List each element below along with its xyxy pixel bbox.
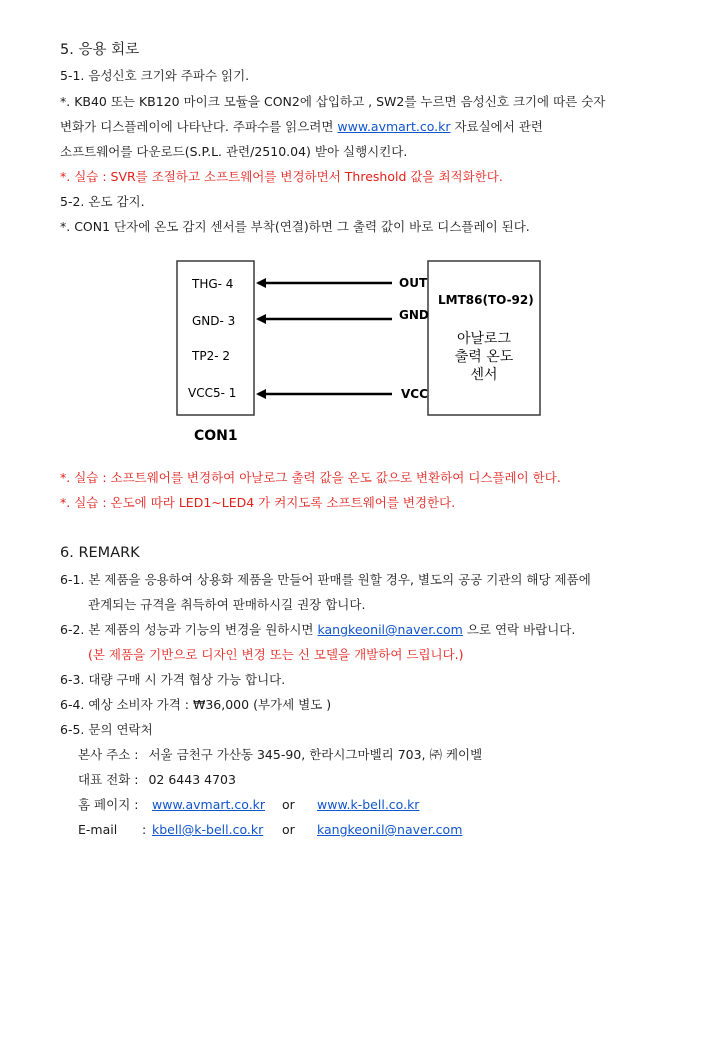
- remark-6-4: 6-4. 예상 소비자 가격 : ₩36,000 (부가세 별도 ): [60, 697, 332, 712]
- remark-6-1-line1: 6-1. 본 제품을 응용하여 상용화 제품을 만들어 판매를 원할 경우, 별도의 공공 기관의 해당 제품에: [60, 572, 591, 587]
- section5-2-title: 5-2. 온도 감지.: [60, 194, 145, 209]
- email-colon: :: [142, 822, 147, 837]
- con-pin-2: TP2- 2: [192, 349, 230, 363]
- con1-label: CON1: [194, 428, 238, 444]
- email-link-kangkeonil-2[interactable]: kangkeonil@naver.com: [317, 822, 463, 837]
- remark-6-2-note: (본 제품을 기반으로 디자인 변경 또는 신 모델을 개발하여 드립니다.): [88, 647, 464, 662]
- contact-phone: [78, 772, 236, 788]
- phone-label: 대표 전화 :: [78, 772, 139, 787]
- practice-note-3: *. 실습 : 온도에 따라 LED1~LED4 가 켜지도록 소프트웨어를 변경한다.: [60, 495, 456, 510]
- sensor-pin-gnd: GND: [399, 308, 429, 322]
- contact-email: [78, 822, 462, 838]
- remark-6-1-line2: 관계되는 규격을 취득하여 판매하시길 권장 합니다.: [88, 597, 366, 612]
- contact-address: [78, 747, 482, 763]
- sensor-desc-line1: 아날로그: [456, 331, 512, 347]
- homepage-link-kbell[interactable]: www.k-bell.co.kr: [317, 797, 420, 812]
- remark-6-5: 6-5. 문의 연락처: [60, 722, 153, 737]
- con-pin-1: VCC5- 1: [188, 386, 237, 400]
- address-label: 본사 주소 :: [78, 747, 139, 762]
- section5-title: 5. 응용 회로: [60, 42, 140, 58]
- sensor-pin-out: OUT: [399, 276, 428, 290]
- sensor-pin-vcc: VCC: [401, 387, 428, 401]
- section6-title: 6. REMARK: [60, 545, 140, 561]
- section5-1-para-line3: 소프트웨어를 다운로드(S.P.L. 관련/2510.04) 받아 실행시킨다.: [60, 144, 408, 159]
- email-link-kbell[interactable]: kbell@k-bell.co.kr: [152, 822, 264, 837]
- sensor-desc-line2: 출력 온도: [454, 349, 514, 365]
- or-text: or: [282, 797, 295, 812]
- con-pin-3: GND- 3: [192, 314, 236, 328]
- homepage-label: 홈 페이지 :: [78, 797, 139, 812]
- practice-note-2: *. 실습 : 소프트웨어를 변경하여 아날로그 출력 값을 온도 값으로 변환하여 디스플레이 한다.: [60, 470, 561, 485]
- contact-homepage: [78, 797, 419, 813]
- email-link-kangkeonil[interactable]: kangkeonil@naver.com: [317, 622, 463, 637]
- con-pin-4: THG- 4: [192, 277, 234, 291]
- or-text: or: [282, 822, 295, 837]
- section5-1-para-line1: *. KB40 또는 KB120 마이크 모듈을 CON2에 삽입하고 , SW2를 누르면 음성신호 크기에 따른 숫자: [60, 94, 606, 109]
- para-text: 자료실에서 관련: [450, 119, 543, 134]
- phone-value: 02 6443 4703: [148, 772, 236, 787]
- homepage-link-avmart[interactable]: www.avmart.co.kr: [152, 797, 266, 812]
- remark-text: 6-2. 본 제품의 성능과 기능의 변경을 원하시면: [60, 622, 318, 637]
- para-text: 변화가 디스플레이에 나타난다. 주파수를 읽으려면: [60, 119, 338, 134]
- avmart-link[interactable]: www.avmart.co.kr: [337, 119, 451, 134]
- email-label: E-mail: [78, 822, 118, 837]
- address-value: 서울 금천구 가산동 345-90, 한라시그마벨리 703, ㈜ 케이벨: [148, 747, 483, 762]
- remark-6-3: 6-3. 대량 구매 시 가격 협상 가능 합니다.: [60, 672, 286, 687]
- remark-text: 으로 연락 바랍니다.: [462, 622, 576, 637]
- remark-6-2: [60, 622, 575, 638]
- section5-1-title: 5-1. 음성신호 크기와 주파수 읽기.: [60, 68, 250, 83]
- con1-sensor-diagram: [170, 255, 550, 455]
- practice-note-1: *. 실습 : SVR를 조절하고 소프트웨어를 변경하면서 Threshold 값을 최적화한다.: [60, 169, 503, 184]
- sensor-desc-line3: 센서: [470, 367, 498, 383]
- section5-1-para-line2: [60, 119, 543, 135]
- sensor-model: LMT86(TO-92): [438, 293, 534, 307]
- section5-2-para: *. CON1 단자에 온도 감지 센서를 부착(연결)하면 그 출력 값이 바로 디스플레이 된다.: [60, 219, 530, 234]
